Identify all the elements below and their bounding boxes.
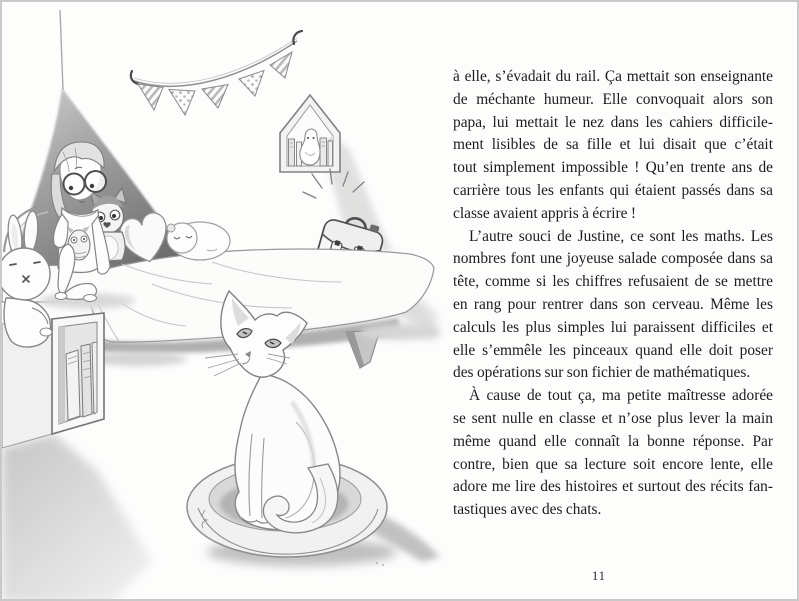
foot — [55, 293, 67, 300]
text-line: papa, lui mettait le nez dans les cahiers difficile- — [453, 113, 773, 131]
house-shelf — [280, 95, 340, 172]
floor-shadow — [2, 434, 152, 601]
glasses-lens — [64, 174, 85, 195]
book — [328, 141, 333, 166]
pennant-bunting — [131, 31, 302, 115]
text-line: calculs les plus simples lui paraissent difficiles et — [453, 318, 773, 336]
left-page-illustration — [2, 2, 447, 601]
text-line: des opérations sur son fichier de mathématiques. — [453, 364, 751, 382]
paragraph — [453, 226, 773, 386]
text-line: à elle, s’évadait du rail. Ça mettait son enseignante — [453, 68, 773, 85]
text-line: contre, bien que sa lecture soit encore lente, elle — [453, 455, 773, 473]
text-line: même quand elle connaît la bonne réponse. Par — [453, 432, 773, 450]
text-line: adore me lire des histoires et surtout des récits fan- — [453, 478, 773, 496]
book — [81, 344, 92, 417]
text-line: tête, comme si les chiffres refusaient de se mettre — [453, 273, 773, 291]
rabbit-body — [4, 298, 51, 347]
pennant — [169, 90, 195, 116]
text-line: classe avaient appris à écrire ! — [453, 204, 637, 222]
text-line: en rang pour rentrer dans son cerveau. Même les — [453, 295, 773, 313]
paragraph — [453, 385, 773, 522]
foot — [84, 295, 97, 302]
pennant — [138, 84, 163, 110]
text-line: de méchante humeur. Elle convoquait alors son — [453, 90, 773, 108]
paragraph — [453, 66, 773, 226]
text-column — [453, 66, 773, 522]
text-line: À cause de tout ça, ma petite maîtresse adorée — [469, 387, 773, 405]
text-line: L’autre souci de Justine, ce sont les maths. Les — [469, 227, 773, 245]
pennant — [202, 85, 228, 109]
book — [66, 350, 80, 420]
text-line: carrière tous les enfants qui étaient passés dans sa — [453, 181, 773, 199]
text-line: se sent nulle en classe et n’ose plus lever la main — [453, 409, 773, 427]
rabbit-head — [2, 248, 50, 300]
text-line: tastiques avec des chats. — [453, 501, 602, 519]
glasses-lens — [85, 171, 106, 192]
text-line: nombres font une joyeuse salade composée dans sa — [453, 250, 773, 268]
page-number: 11 — [591, 569, 607, 583]
pennant — [239, 71, 264, 97]
text-line: elle s’emmêle les pinceaux quand elle doit poser — [453, 341, 773, 359]
text-line: ment lisibles de sa fille et lui disait que c’était — [453, 136, 773, 154]
text-line: tout simplement impossible ! Qu’en trente ans de — [453, 159, 773, 177]
